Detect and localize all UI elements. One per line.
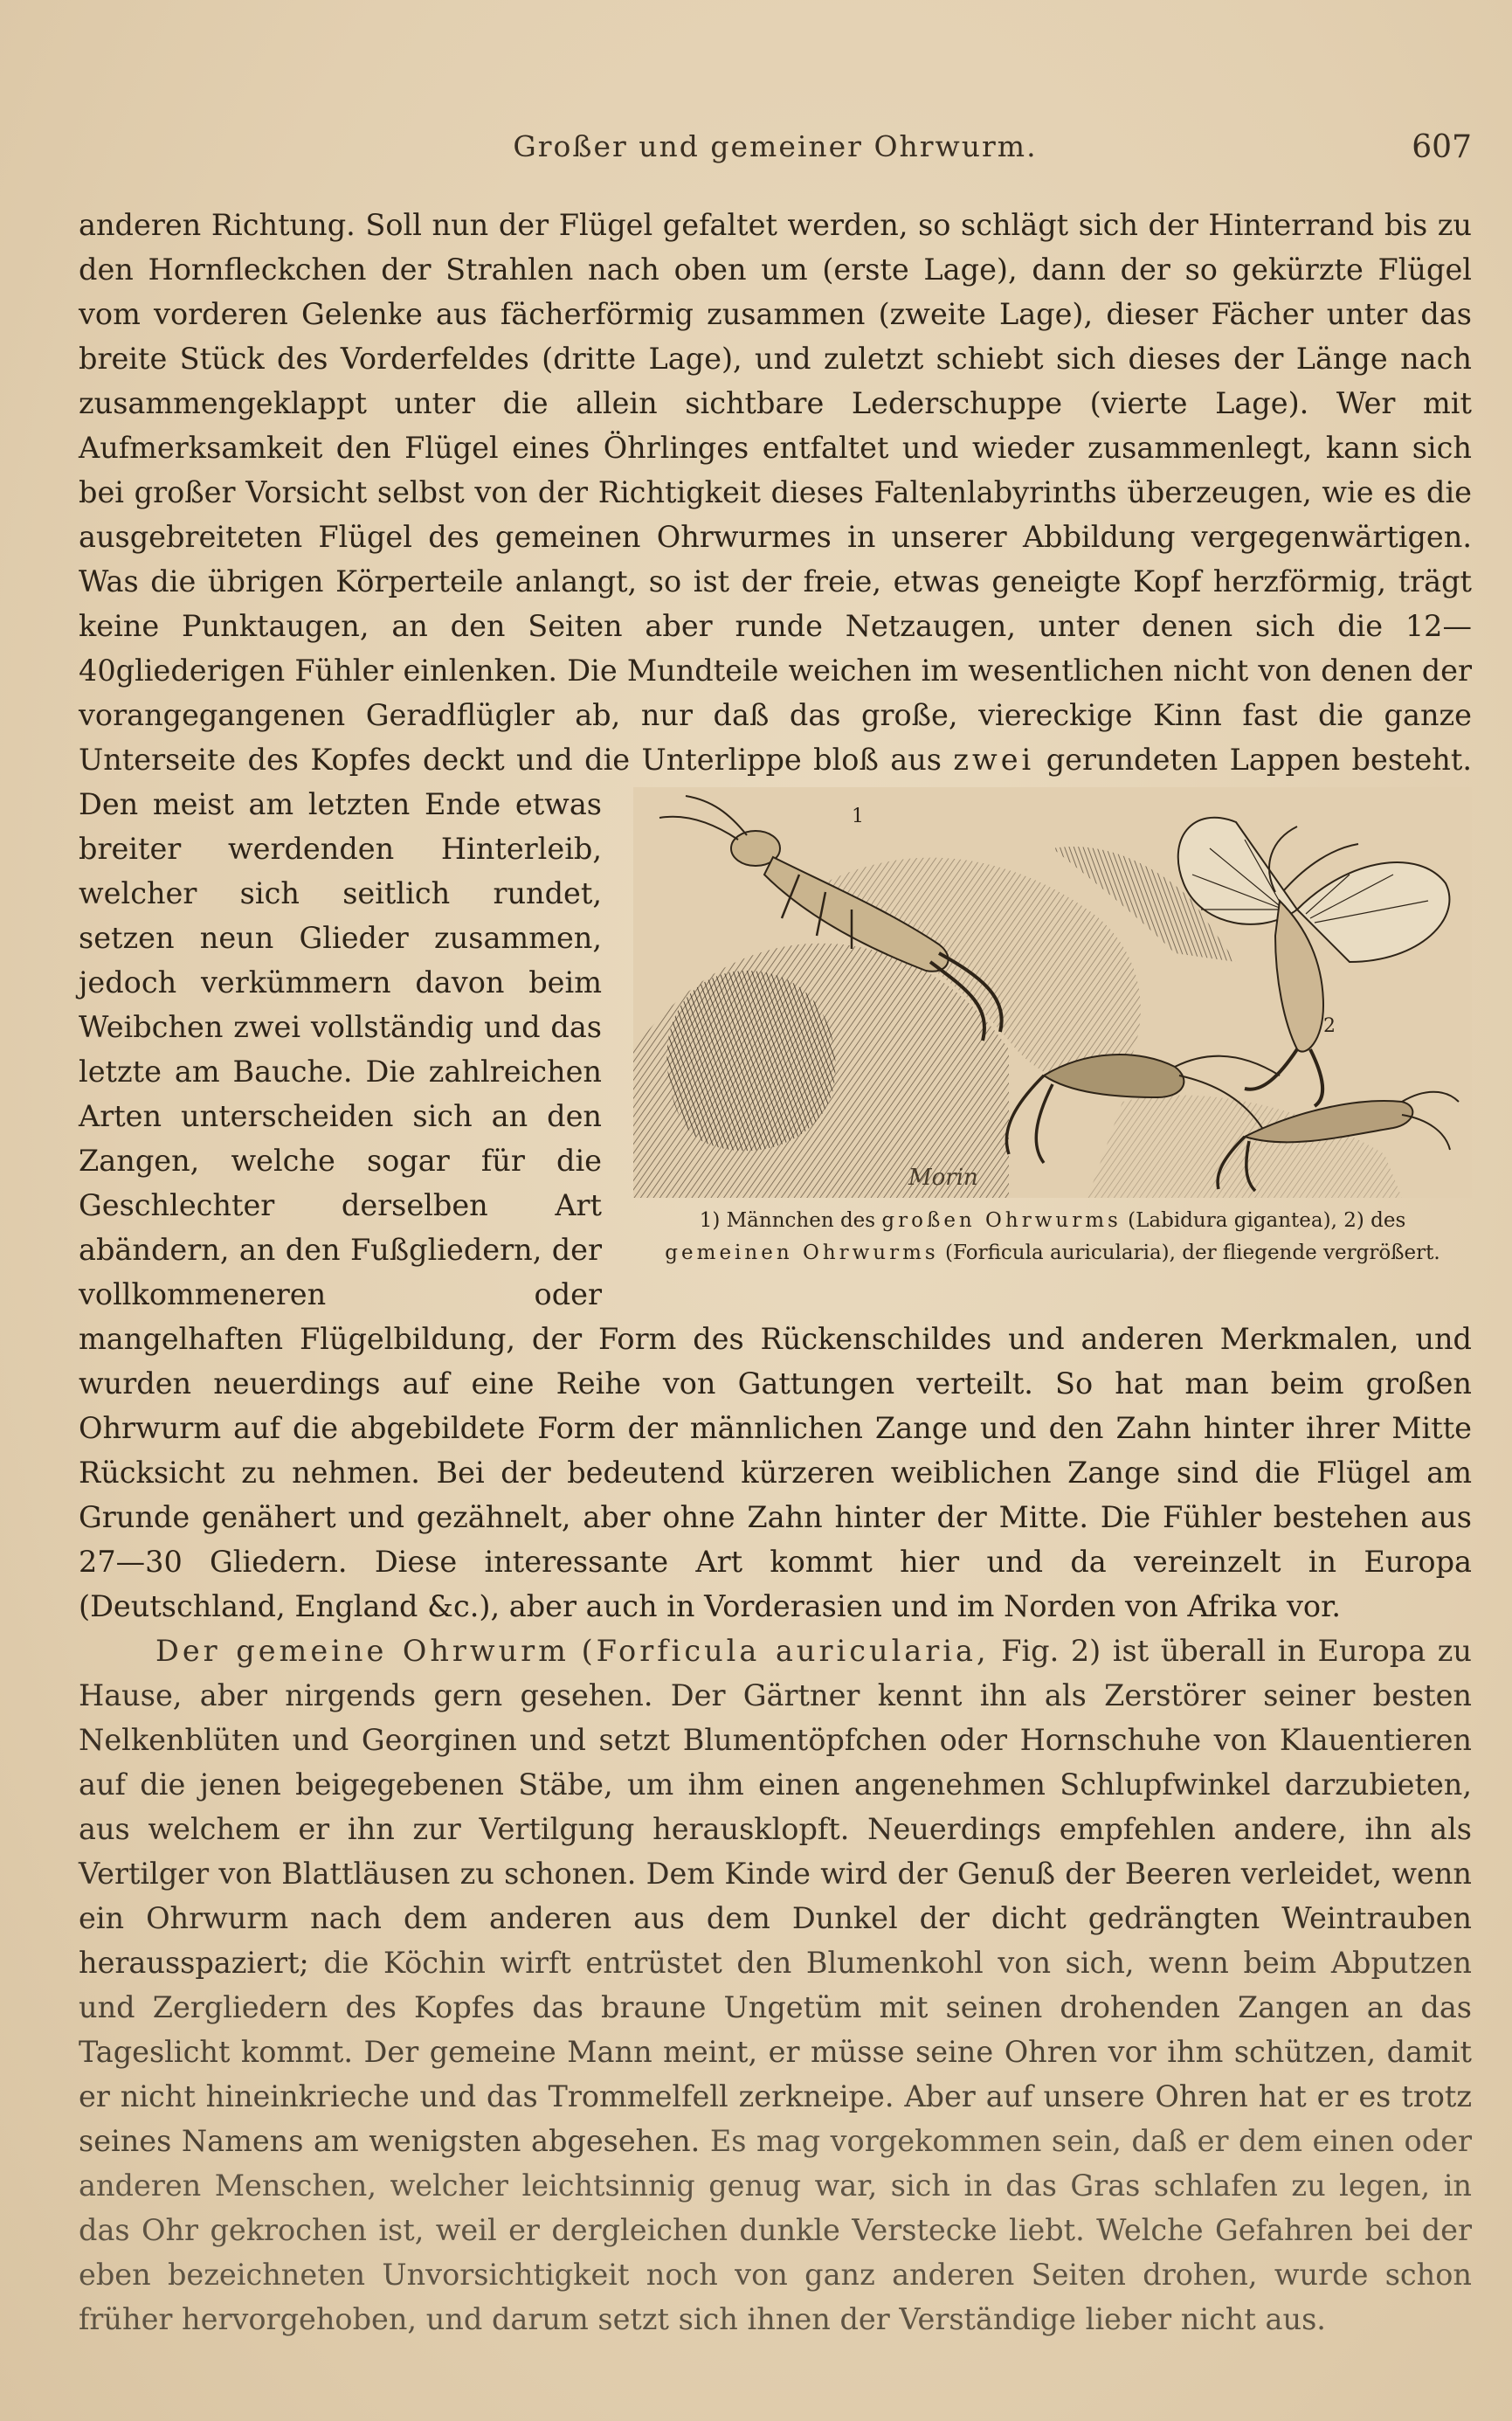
text-segment: Fig. 2) ist überall in Europa zu Hause, aber nirgends gern gesehen. Der Gärtner kennt ihn als Zerstörer seiner besten Nelkenblüten und Georginen und setzt Blumentöpfchen oder Hornschuhe von Klauentieren auf die jenen beigegebenen Stäbe, um ihm einen angenehmen Schlupfwinkel darzubieten, aus welchem er ihn zur Vertilgung herausklopft. Neuerdings empfehlen andere, ihn als Vertilger von Blattläusen zu schonen. Dem Kinde wird der Genuß der Beeren verleidet, wenn ein Ohrwurm nach dem anderen aus dem Dunkel der dicht gedrängten Weintrauben herausspaziert; (79, 1634, 1472, 1980)
caption-emphasis: gemeinen Ohrwurms (665, 1242, 939, 1264)
caption-text: (Forficula auricularia), der fliegende vergrößert. (945, 1242, 1440, 1264)
figure-label-2: 2 (1323, 1015, 1336, 1037)
scenery-snail-shell (666, 971, 835, 1151)
text-segment: gerundeten Lappen besteht. Den meist am letzten Ende etwas breiter werdenden Hinterleib, welcher sich seitlich rundet, setzen neun Glieder zusammen, jedoch verkümmern davon beim Weibchen zwei vollständig und das letzte am Bauche. Die zahlreichen Arten unterscheiden sich an den Zangen, welche sogar für die Geschlechter derselben Art abändern, an den Fußgliedern, der vollkommeneren oder mangelhaften Flügelbildung, der Form des Rückenschildes und anderen Merkmalen, und wurden neuerdings auf eine Reihe von Gattungen verteilt. So hat man beim großen Ohrwurm auf die abgebildete Form der männlichen Zange und den Zahn hinter ihrer Mitte Rücksicht zu nehmen. Bei der bedeutend kürzeren weiblichen Zange sind die Flügel am Grunde genähert und gezähnelt, aber ohne Zahn hinter der Mitte. Die Fühler bestehen aus 27—30 Gliedern. Diese interessante Art kommt hier und da vereinzelt in Europa (Deutschland, England &c.), aber auch in Vorderasien und im Norden von Afrika vor. (79, 743, 1472, 1623)
text-segment: Es mag vorgekommen sein, daß er dem einen oder anderen Menschen, welcher leichtsinnig genug war, sich in das Gras schlafen zu legen, in das Ohr gekrochen ist, weil er dergleichen dunkle Verstecke liebt. Welche Gefahren bei der eben bezeichneten Unvorsichtigkeit noch von ganz anderen Seiten drohen, wurde schon früher hervorgehoben, und darum setzt sich ihnen der Verständige lieber nicht aus. (79, 2124, 1472, 2336)
artist-signature: Morin (908, 1165, 978, 1191)
figure-caption (633, 1205, 1472, 1269)
species-name-emphasis: Der gemeine Ohrwurm (155, 1634, 570, 1668)
paragraph-wing-folding (79, 203, 1472, 1629)
caption-text: (Labidura gigantea), 2) des (1128, 1209, 1406, 1232)
paragraph-common-earwig (79, 1629, 1472, 2341)
caption-emphasis: großen Ohrwurms (881, 1209, 1122, 1232)
body-text (79, 203, 1472, 2341)
latin-name-emphasis: (Forficula auricularia, (581, 1634, 990, 1668)
text-segment: anderen Richtung. Soll nun der Flügel gefaltet werden, so schlägt sich der Hinterrand bis zu den Hornfleckchen der Strahlen nach oben um (erste Lage), dann der so gekürzte Flügel vom vorderen Gelenke aus fächerförmig zusammen (zweite Lage), dieser Fächer unter das breite Stück des Vorderfeldes (dritte Lage), und zuletzt schiebt sich dieses der Länge nach zusammengeklappt unter die allein sichtbare Lederschuppe (vierte Lage). Wer mit Aufmerksamkeit den Flügel eines Öhrlinges entfaltet und wieder zusammenlegt, kann sich bei großer Vorsicht selbst von der Richtigkeit dieses Faltenlabyrinths überzeugen, wie es die ausgebreiteten Flügel des gemeinen Ohrwurmes in unserer Abbildung vergegenwärtigen. Was die übrigen Körperteile anlangt, so ist der freie, etwas geneigte Kopf herzförmig, trägt keine Punktaugen, an den Seiten aber runde Netzaugen, unter denen sich die 12—40gliederigen Fühler einlenken. Die Mundteile weichen im wesentlichen nicht von denen der vorangegangenen Geradflügler ab, nur daß das große, viereckige Kinn fast die ganze Unterseite des Kopfes deckt und die Unterlippe bloß aus (79, 208, 1472, 777)
earwig-illustration (633, 787, 1472, 1198)
text-segment: die Köchin wirft entrüstet den Blumenkohl von sich, wenn beim Abputzen und Zergliedern des Kopfes das braune Ungetüm mit seinen drohenden Zangen an das Tageslicht kommt. Der gemeine Mann meint, er müsse seine Ohren vor ihm schützen, damit er nicht hineinkrieche und das Trommelfell zerkneipe. Aber auf unsere Ohren hat er es trotz seines Namens am wenigsten abgesehen. (79, 1946, 1472, 2158)
emphasis-text: zwei (953, 743, 1035, 777)
page-number: 607 (1412, 129, 1472, 165)
figure (633, 787, 1472, 1269)
figure-label-1: 1 (852, 806, 864, 827)
running-title: Großer und gemeiner Ohrwurm. (513, 129, 1038, 163)
page-header (79, 129, 1472, 173)
caption-text: 1) Männchen des (699, 1209, 876, 1232)
